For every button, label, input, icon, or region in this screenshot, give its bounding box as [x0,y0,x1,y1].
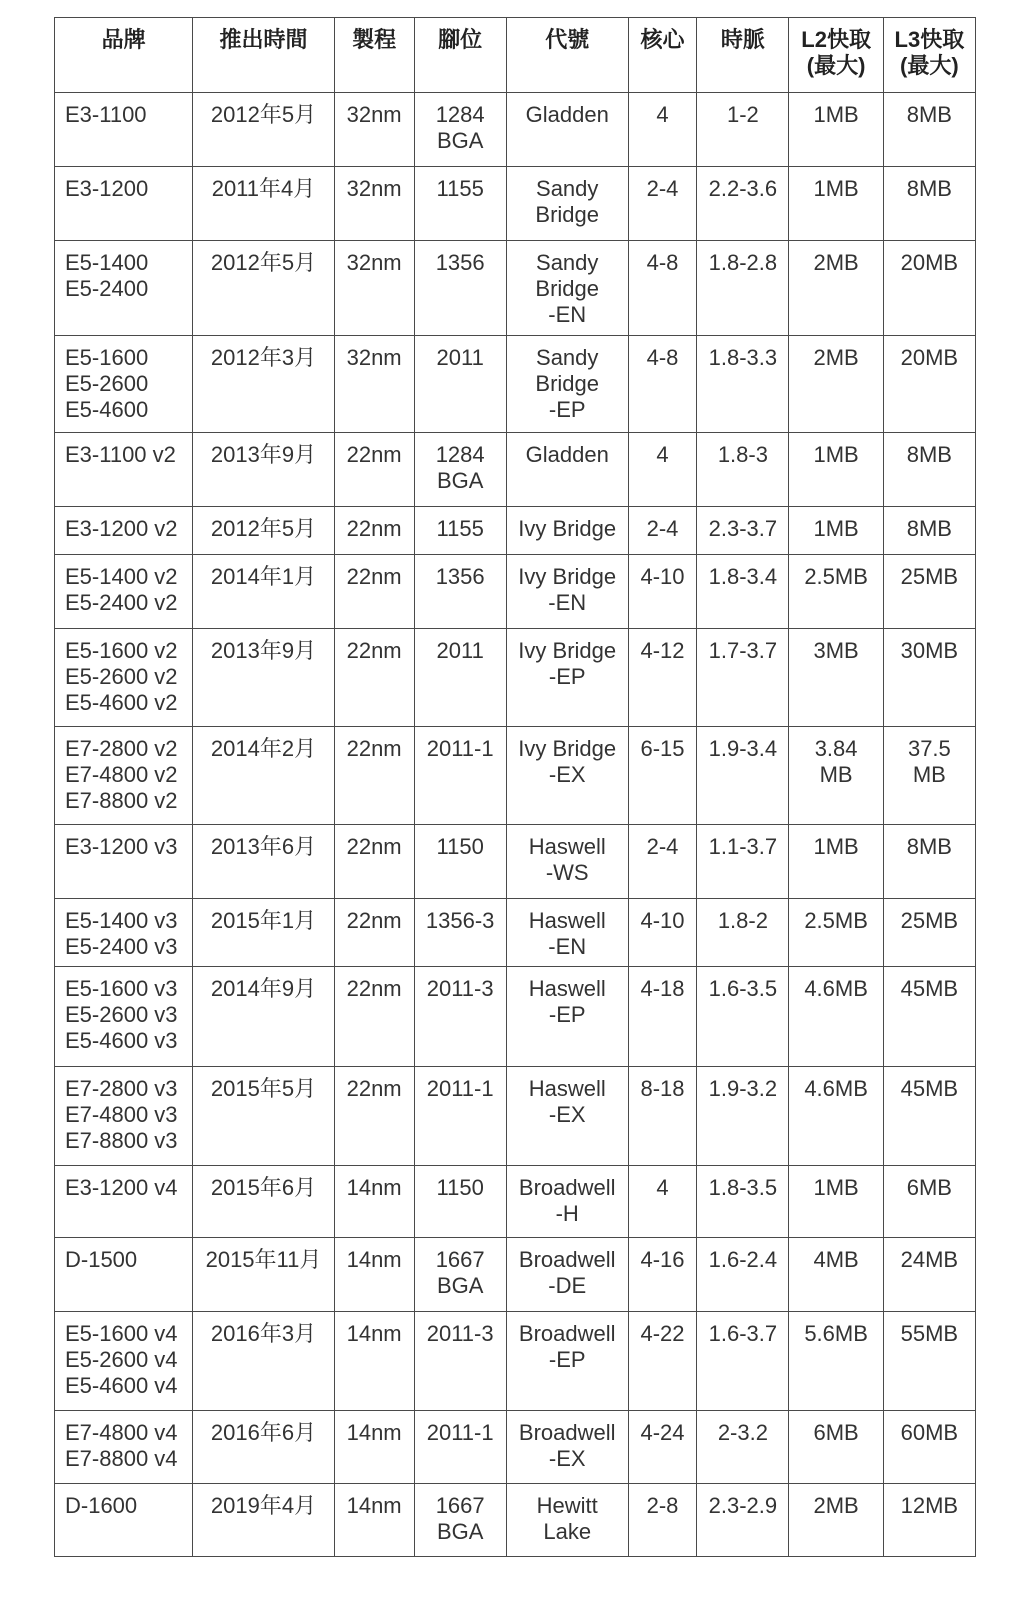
table-row [55,167,976,241]
cell-codename: Haswell -EX [506,1067,628,1166]
cell-release-date: 2015年5月 [193,1067,334,1166]
cell-process: 22nm [334,727,414,825]
cell-release-date: 2015年11月 [193,1238,334,1312]
cell-codename: Ivy Bridge -EN [506,555,628,629]
xeon-processor-table [54,17,976,1557]
cell-l3-cache: 45MB [883,967,975,1067]
table-row [55,727,976,825]
cell-l3-cache: 45MB [883,1067,975,1166]
cell-cores: 4 [628,93,697,167]
cell-codename: Hewitt Lake [506,1484,628,1557]
cell-l2-cache: 5.6MB [789,1312,883,1411]
cell-codename: Sandy Bridge -EP [506,336,628,433]
cell-cores: 4-24 [628,1411,697,1484]
cell-l3-cache: 8MB [883,825,975,899]
cell-process: 14nm [334,1484,414,1557]
table-header [55,18,976,93]
cell-cores: 4-18 [628,967,697,1067]
cell-codename: Haswell -EN [506,899,628,967]
cell-l3-cache: 12MB [883,1484,975,1557]
cell-socket: 1667 BGA [414,1238,506,1312]
cell-cores: 2-4 [628,825,697,899]
cell-socket: 1155 [414,507,506,555]
cell-release-date: 2015年1月 [193,899,334,967]
cell-cores: 2-4 [628,167,697,241]
cell-socket: 1667 BGA [414,1484,506,1557]
cell-l2-cache: 6MB [789,1411,883,1484]
cell-codename: Sandy Bridge [506,167,628,241]
cell-socket: 2011-1 [414,1411,506,1484]
table-row [55,1411,976,1484]
cell-release-date: 2012年5月 [193,507,334,555]
cell-brand: E7-4800 v4 E7-8800 v4 [55,1411,193,1484]
cell-cores: 4-8 [628,336,697,433]
table-row [55,507,976,555]
cell-clock: 1.8-3.4 [697,555,789,629]
cell-l2-cache: 1MB [789,167,883,241]
cell-brand: E3-1200 v2 [55,507,193,555]
cell-process: 22nm [334,967,414,1067]
cell-codename: Broadwell -EX [506,1411,628,1484]
cell-brand: E5-1600 v4 E5-2600 v4 E5-4600 v4 [55,1312,193,1411]
cell-release-date: 2012年5月 [193,241,334,336]
cell-socket: 1155 [414,167,506,241]
cell-process: 14nm [334,1411,414,1484]
cell-l3-cache: 8MB [883,507,975,555]
cell-clock: 1.6-3.5 [697,967,789,1067]
cell-l3-cache: 24MB [883,1238,975,1312]
cell-l2-cache: 2MB [789,336,883,433]
cell-cores: 4-8 [628,241,697,336]
cell-l3-cache: 20MB [883,241,975,336]
cell-clock: 2.3-3.7 [697,507,789,555]
table-row [55,1312,976,1411]
cell-cores: 4-16 [628,1238,697,1312]
cell-process: 14nm [334,1166,414,1238]
header-cores: 核心 [628,18,697,93]
cell-brand: E5-1400 v2 E5-2400 v2 [55,555,193,629]
cell-l3-cache: 8MB [883,433,975,507]
cell-l3-cache: 30MB [883,629,975,727]
cell-process: 22nm [334,555,414,629]
header-l2-cache: L2快取 (最大) [789,18,883,93]
header-process: 製程 [334,18,414,93]
cell-socket: 1284 BGA [414,433,506,507]
cell-l3-cache: 6MB [883,1166,975,1238]
cell-codename: Ivy Bridge -EX [506,727,628,825]
cell-brand: E5-1400 v3 E5-2400 v3 [55,899,193,967]
cell-process: 22nm [334,825,414,899]
cell-release-date: 2012年3月 [193,336,334,433]
cell-cores: 4-10 [628,899,697,967]
cell-codename: Broadwell -H [506,1166,628,1238]
cell-release-date: 2012年5月 [193,93,334,167]
cell-process: 32nm [334,167,414,241]
cell-brand: E3-1200 v3 [55,825,193,899]
cell-cores: 4 [628,1166,697,1238]
cell-clock: 1.1-3.7 [697,825,789,899]
header-clock: 時脈 [697,18,789,93]
cell-l2-cache: 2MB [789,1484,883,1557]
cell-process: 22nm [334,629,414,727]
table-row [55,1238,976,1312]
cell-l3-cache: 25MB [883,899,975,967]
table-row [55,241,976,336]
cell-process: 32nm [334,241,414,336]
cell-clock: 1.8-2 [697,899,789,967]
cell-l3-cache: 25MB [883,555,975,629]
cell-release-date: 2011年4月 [193,167,334,241]
cell-release-date: 2014年1月 [193,555,334,629]
cell-brand: E3-1100 v2 [55,433,193,507]
cell-clock: 1.6-3.7 [697,1312,789,1411]
cell-codename: Haswell -WS [506,825,628,899]
cell-clock: 1.8-3.5 [697,1166,789,1238]
cell-brand: E7-2800 v3 E7-4800 v3 E7-8800 v3 [55,1067,193,1166]
cell-socket: 2011 [414,336,506,433]
cell-process: 32nm [334,336,414,433]
cell-codename: Gladden [506,93,628,167]
cell-process: 14nm [334,1238,414,1312]
cell-l3-cache: 8MB [883,93,975,167]
cell-cores: 4 [628,433,697,507]
table-body [55,93,976,1557]
table-row [55,967,976,1067]
cell-clock: 2.2-3.6 [697,167,789,241]
cell-socket: 2011-3 [414,1312,506,1411]
table-row [55,1484,976,1557]
cell-l2-cache: 1MB [789,1166,883,1238]
cell-cores: 4-22 [628,1312,697,1411]
header-socket: 腳位 [414,18,506,93]
table-row [55,433,976,507]
cell-cores: 2-4 [628,507,697,555]
cell-socket: 1150 [414,1166,506,1238]
cell-codename: Sandy Bridge -EN [506,241,628,336]
cell-socket: 1356-3 [414,899,506,967]
cell-process: 22nm [334,899,414,967]
cell-socket: 2011-3 [414,967,506,1067]
cell-cores: 6-15 [628,727,697,825]
cell-clock: 2-3.2 [697,1411,789,1484]
cell-release-date: 2014年2月 [193,727,334,825]
cell-codename: Haswell -EP [506,967,628,1067]
cell-socket: 2011 [414,629,506,727]
cell-brand: D-1600 [55,1484,193,1557]
cell-cores: 4-10 [628,555,697,629]
cell-process: 22nm [334,507,414,555]
cell-clock: 1.7-3.7 [697,629,789,727]
cell-socket: 1356 [414,555,506,629]
cell-release-date: 2014年9月 [193,967,334,1067]
cell-l2-cache: 4MB [789,1238,883,1312]
cell-clock: 1.6-2.4 [697,1238,789,1312]
cell-socket: 1356 [414,241,506,336]
cell-release-date: 2013年9月 [193,433,334,507]
cell-brand: D-1500 [55,1238,193,1312]
header-l3-cache: L3快取 (最大) [883,18,975,93]
cell-socket: 1284 BGA [414,93,506,167]
cell-codename: Ivy Bridge -EP [506,629,628,727]
table-row [55,93,976,167]
table-row [55,336,976,433]
cell-l2-cache: 1MB [789,433,883,507]
cell-socket: 2011-1 [414,1067,506,1166]
cell-l2-cache: 3.84 MB [789,727,883,825]
cell-release-date: 2019年4月 [193,1484,334,1557]
cell-cores: 2-8 [628,1484,697,1557]
cell-l3-cache: 8MB [883,167,975,241]
cell-l2-cache: 3MB [789,629,883,727]
cell-l2-cache: 2MB [789,241,883,336]
table-row [55,629,976,727]
cell-socket: 2011-1 [414,727,506,825]
table-row [55,899,976,967]
cell-cores: 8-18 [628,1067,697,1166]
table-row [55,825,976,899]
header-brand: 品牌 [55,18,193,93]
cell-codename: Broadwell -EP [506,1312,628,1411]
cell-clock: 1.8-3 [697,433,789,507]
cell-clock: 1.9-3.2 [697,1067,789,1166]
header-codename: 代號 [506,18,628,93]
cell-codename: Ivy Bridge [506,507,628,555]
cell-brand: E3-1100 [55,93,193,167]
cell-clock: 1.9-3.4 [697,727,789,825]
cell-socket: 1150 [414,825,506,899]
cell-clock: 1.8-2.8 [697,241,789,336]
cell-l2-cache: 2.5MB [789,899,883,967]
cell-release-date: 2015年6月 [193,1166,334,1238]
cell-process: 14nm [334,1312,414,1411]
cell-brand: E5-1400 E5-2400 [55,241,193,336]
cell-brand: E7-2800 v2 E7-4800 v2 E7-8800 v2 [55,727,193,825]
cell-clock: 1.8-3.3 [697,336,789,433]
cell-cores: 4-12 [628,629,697,727]
cell-l3-cache: 37.5 MB [883,727,975,825]
cell-l3-cache: 55MB [883,1312,975,1411]
cell-codename: Broadwell -DE [506,1238,628,1312]
cell-clock: 1-2 [697,93,789,167]
cell-release-date: 2013年9月 [193,629,334,727]
cell-l2-cache: 1MB [789,507,883,555]
cell-process: 22nm [334,1067,414,1166]
cell-clock: 2.3-2.9 [697,1484,789,1557]
header-row [55,18,976,93]
cell-l2-cache: 2.5MB [789,555,883,629]
cell-l2-cache: 1MB [789,825,883,899]
cell-brand: E3-1200 [55,167,193,241]
cell-brand: E5-1600 E5-2600 E5-4600 [55,336,193,433]
table-row [55,555,976,629]
table-row [55,1166,976,1238]
cell-brand: E5-1600 v2 E5-2600 v2 E5-4600 v2 [55,629,193,727]
cell-release-date: 2016年6月 [193,1411,334,1484]
cell-codename: Gladden [506,433,628,507]
cell-l3-cache: 60MB [883,1411,975,1484]
cell-process: 32nm [334,93,414,167]
cell-brand: E3-1200 v4 [55,1166,193,1238]
cell-release-date: 2013年6月 [193,825,334,899]
cell-brand: E5-1600 v3 E5-2600 v3 E5-4600 v3 [55,967,193,1067]
cell-process: 22nm [334,433,414,507]
header-release-date: 推出時間 [193,18,334,93]
cell-l2-cache: 4.6MB [789,967,883,1067]
cell-release-date: 2016年3月 [193,1312,334,1411]
cell-l3-cache: 20MB [883,336,975,433]
cell-l2-cache: 4.6MB [789,1067,883,1166]
cell-l2-cache: 1MB [789,93,883,167]
table-row [55,1067,976,1166]
